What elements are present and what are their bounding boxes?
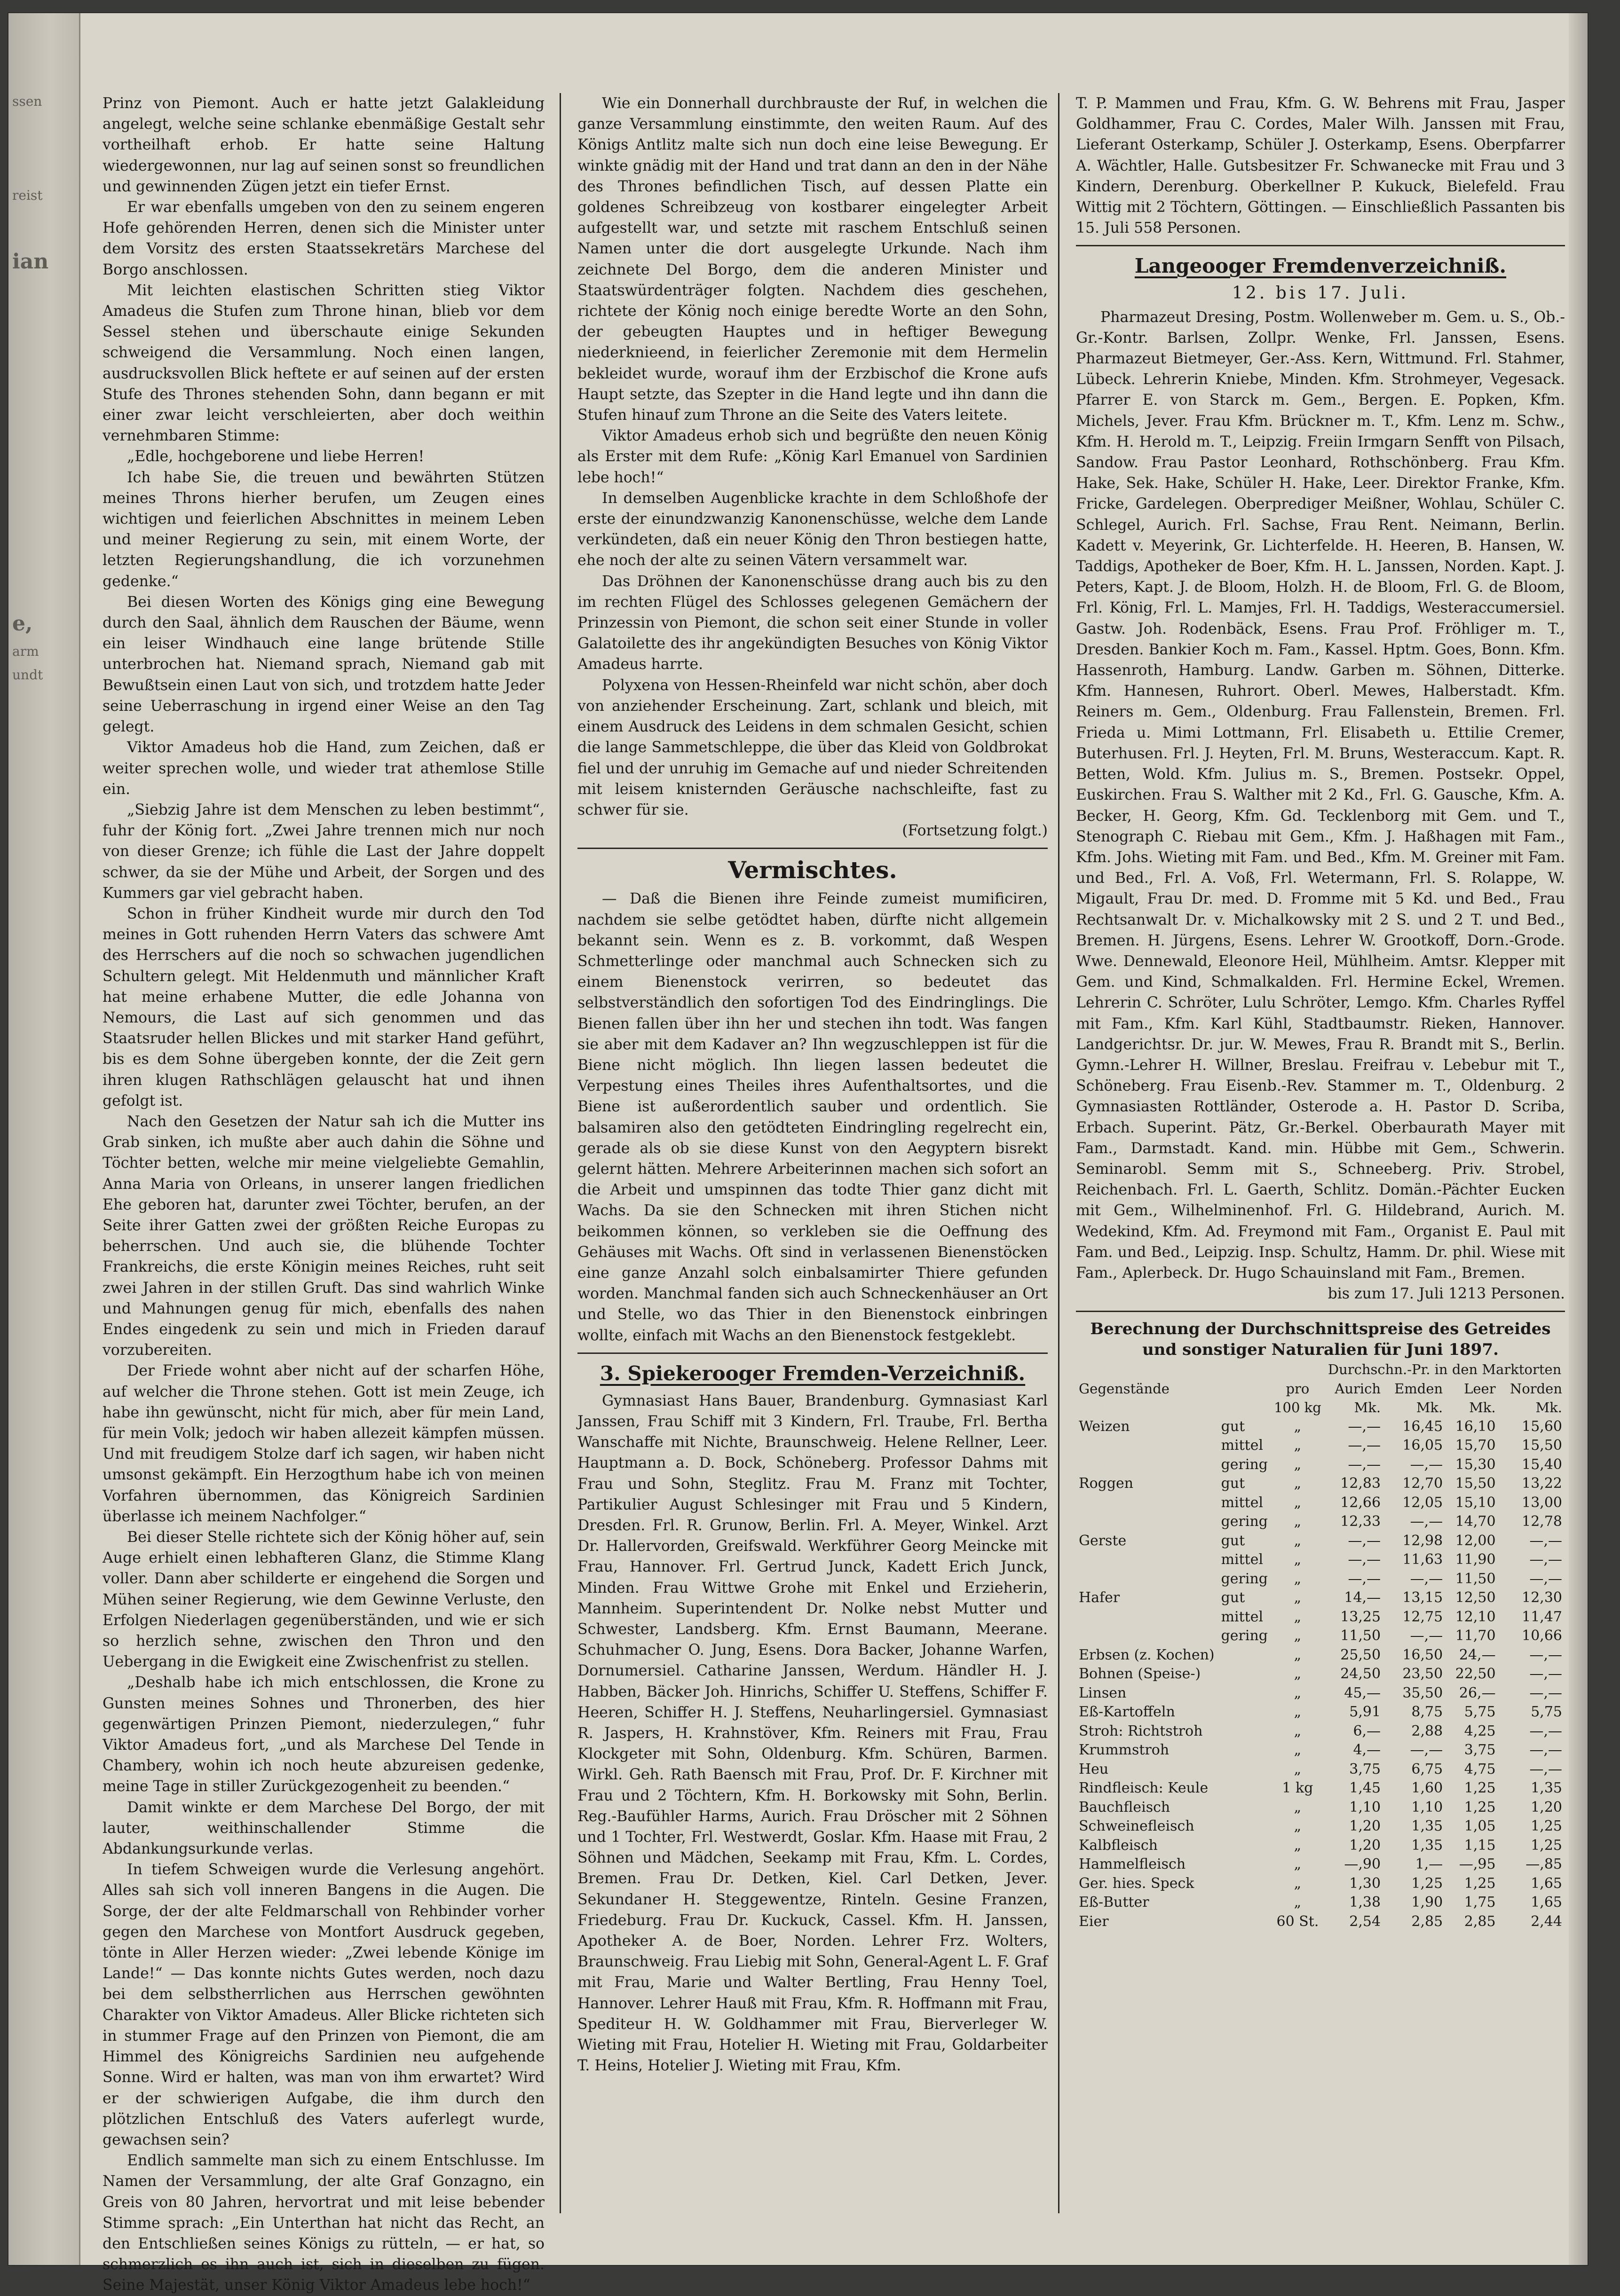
- paragraph: Endlich sammelte man sich zu einem Entschlusse. Im Namen der Versammlung, der alte Graf Gonzagno, ein Greis von 80 Jahren, hervortrat und mit leise bebender Stimme sprach: „Ein Unterthan hat nicht das Recht, an den Entschließen seines Königs zu rütteln, — er hat, so schmerzlich es ihn auch ist, sich in dieselben zu fügen. Seine Majestät, unser König Viktor Amadeus lebe hoch!“: [103, 2152, 545, 2294]
- price-cell: 8,75: [1411, 1704, 1443, 1721]
- row-unit: „: [1294, 1513, 1302, 1530]
- row-unit: „: [1294, 1475, 1302, 1492]
- table-row: [1076, 1760, 1565, 1779]
- table-row: [1076, 1417, 1565, 1437]
- row-label: Bauchfleisch: [1079, 1799, 1170, 1816]
- row-label: Linsen: [1079, 1684, 1127, 1701]
- table-row: [1076, 1874, 1565, 1894]
- paragraph: In tiefem Schweigen wurde die Verlesung angehört. Alles sah sich voll inneren Bangens in die Augen. Die Sorge, der der alte Feldmarschall von Rehbinder vorher gegen den Marchese von Montfort Ausdruck gegeben, tönte in Aller Herzen wieder: „Zwei lebende Könige im Lande!“ — Das konnte nichts Gutes werden, noch dazu bei dem selbstherrlichen aus Herrschen gewöhnten Charakter von Viktor Amadeus. Aller Blicke richteten sich in stummer Frage auf den Prinzen von Piemont, die am Himmel des Königreichs Sardinien neu aufgehende Sonne. Wird er halten, was man von ihm erwartet? Wird er der schwierigen Aufgabe, die ihm durch den plötzlichen Entschluß des Vaters auferlegt wurde, gewachsen sein?: [103, 1861, 545, 2148]
- price-cell: 24,50: [1340, 1666, 1381, 1683]
- price-cell: 1,25: [1531, 1818, 1562, 1835]
- price-cell: 5,75: [1531, 1704, 1562, 1721]
- table-row: [1076, 1741, 1565, 1760]
- table-row: [1076, 1836, 1565, 1856]
- price-cell: 3,75: [1349, 1761, 1381, 1777]
- price-cell: 2,85: [1464, 1913, 1496, 1930]
- row-label: Roggen: [1079, 1475, 1134, 1492]
- price-cell: —,95: [1459, 1856, 1496, 1873]
- price-cell: 1,10: [1349, 1799, 1381, 1816]
- row-quality: [1218, 1779, 1271, 1798]
- price-cell: 1,30: [1349, 1875, 1381, 1892]
- header-gegenstaende: Gegenstände: [1079, 1380, 1170, 1397]
- table-row: [1076, 1855, 1565, 1874]
- paragraph: Viktor Amadeus erhob sich und begrüßte den neuen König als Erster mit dem Rufe: „König Karl Emanuel von Sardinien lebe hoch!“: [577, 427, 1048, 486]
- row-quality: [1218, 1760, 1271, 1779]
- price-cell: 12,66: [1340, 1494, 1381, 1511]
- row-unit: „: [1294, 1570, 1302, 1587]
- header-marktorte: Durchschn.-Pr. in den Marktorten: [1328, 1361, 1562, 1378]
- row-label: Eier: [1079, 1913, 1109, 1930]
- row-label: Bohnen (Speise-): [1079, 1666, 1201, 1683]
- paragraph: Viktor Amadeus hob die Hand, zum Zeichen, daß er weiter sprechen wolle, und wieder trat athemlose Stille ein.: [103, 739, 545, 798]
- row-unit: „: [1294, 1704, 1302, 1721]
- paragraph: — Daß die Bienen ihre Feinde zumeist mumificiren, nachdem sie selbe getödtet haben, dürfte nicht allgemein bekannt sein. Wenn es z. B. vorkommt, daß Wespen Schmetterlinge oder manchmal auch Schnecken sich zu einem Bienenstock verirren, so bedeutet das selbstverständlich den sofortigen Tod des Eindringlings. Die Bienen fallen über ihn her und stechen ihn todt. Was fangen sie aber mit dem Kadaver an? Ihn wegzuschleppen ist für die Biene nicht möglich. Ihn liegen lassen bedeutet die Verpestung eines Theiles ihres Aufenthaltsortes, und die Biene ist außerordentlich sauber und ordentlich. Sie balsamiren also den getödteten Eindringling regelrecht ein, gerade als ob sie diese Kunst von den Aegyptern bisrekt gelernt hätten. Mehrere Arbeiterinnen machen sich sofort an die Arbeit und umspinnen das todte Thier ganz dicht mit Wachs. Da sie den Schnecken mit ihren Stichen nicht beikommen können, so verkleben sie die Oeffnung des Gehäuses mit Wachs. Oft sind in verlassenen Bienenstöcken eine ganze Anzahl solch einbalsamirter Thiere gefunden worden. Manchmal fanden sich auch Schneckenhäuser an Ort und Stelle, wo das Thier in den Bienenstock einbringen wollte, einfach mit Wachs an den Bienenstock festgeklebt.: [577, 890, 1048, 1344]
- row-quality: gut: [1221, 1532, 1245, 1549]
- row-unit: „: [1294, 1628, 1302, 1644]
- row-quality: mittel: [1221, 1494, 1264, 1511]
- fragment: e,: [12, 612, 33, 636]
- price-cell: 13,15: [1402, 1589, 1443, 1606]
- price-cell: 1,45: [1349, 1780, 1381, 1797]
- price-cell: —,—: [1348, 1418, 1381, 1435]
- price-cell: 6,75: [1411, 1761, 1443, 1777]
- price-cell: 12,10: [1455, 1608, 1496, 1625]
- price-cell: 13,25: [1340, 1608, 1381, 1625]
- price-cell: 11,47: [1522, 1608, 1562, 1625]
- header-pro: pro: [1286, 1380, 1310, 1397]
- column-rule: [560, 93, 561, 2213]
- row-quality: gering: [1221, 1570, 1268, 1587]
- price-cell: —,—: [1348, 1570, 1381, 1587]
- langeoog-total: bis zum 17. Juli 1213 Personen.: [1328, 1285, 1565, 1303]
- price-cell: —,—: [1529, 1761, 1562, 1777]
- price-cell: 5,91: [1349, 1704, 1381, 1721]
- price-cell: 12,70: [1402, 1475, 1443, 1492]
- paragraph: „Edle, hochgeborene und liebe Herren!: [127, 448, 425, 465]
- price-cell: 1,15: [1464, 1837, 1496, 1854]
- row-label: [1076, 1436, 1218, 1455]
- row-unit: „: [1294, 1532, 1302, 1549]
- paragraph: T. P. Mammen und Frau, Kfm. G. W. Behrens mit Frau, Jasper Goldhammer, Frau C. Cordes, Maler Wilh. Janssen mit Frau, Lieferant Osterkamp, Schüler J. Osterkamp, Esens. Oberpfarrer A. Wächtler, Halle. Gutsbesitzer Fr. Schwanecke mit Frau und 3 Kindern, Derenburg. Oberkellner P. Kukuck, Bielefeld. Frau Wittig mit 2 Töchtern, Göttingen. — Einschließlich Passanten bis 15. Juli 558 Personen.: [1076, 95, 1565, 237]
- header-unit: Mk.: [1354, 1400, 1381, 1416]
- price-cell: 6,—: [1353, 1722, 1381, 1739]
- paragraph: Das Dröhnen der Kanonenschüsse drang auch bis zu den im rechten Flügel des Schlosses gelegenen Gemächern der Prinzessin von Piemont, die schon seit einer Stunde in voller Galatoilette des ihr angekündigten Besuches von König Viktor Amadeus harrte.: [577, 573, 1048, 673]
- paragraph: In demselben Augenblicke krachte in dem Schloßhofe der erste der einundzwanzig Kanonenschüsse, welche dem Lande verkündeten, daß ein neuer König den Thron bestiegen hatte, ehe noch der alte zu seinen Vätern versammelt war.: [577, 489, 1048, 569]
- price-cell: 12,33: [1340, 1513, 1381, 1530]
- price-cell: —,—: [1529, 1684, 1562, 1701]
- row-quality: gut: [1221, 1589, 1245, 1606]
- price-cell: 1,35: [1531, 1780, 1562, 1797]
- price-cell: 11,63: [1402, 1551, 1443, 1568]
- price-cell: 1,35: [1411, 1818, 1443, 1835]
- row-label: Eß-Kartoffeln: [1079, 1704, 1175, 1721]
- row-unit: „: [1294, 1418, 1302, 1435]
- prices-title: Berechnung der Durchschnittspreise des Getreides und sonstiger Naturalien für Juni 1897.: [1090, 1320, 1551, 1360]
- price-cell: —,—: [1529, 1551, 1562, 1568]
- price-cell: 26,—: [1459, 1684, 1496, 1701]
- price-cell: —,90: [1344, 1856, 1381, 1873]
- price-cell: —,—: [1529, 1570, 1562, 1587]
- row-unit: „: [1294, 1589, 1302, 1606]
- price-cell: 12,30: [1522, 1589, 1562, 1606]
- fragment: undt: [12, 667, 43, 683]
- price-cell: 11,90: [1455, 1551, 1496, 1568]
- row-quality: [1218, 1893, 1271, 1912]
- column-right: [1076, 93, 1565, 1931]
- fragment: ian: [12, 250, 49, 274]
- row-label: Ger. hies. Speck: [1079, 1875, 1194, 1892]
- table-row: [1076, 1798, 1565, 1817]
- row-label: Hammelfleisch: [1079, 1856, 1186, 1873]
- price-cell: 1,25: [1411, 1875, 1443, 1892]
- fragment: reist: [12, 188, 43, 203]
- price-cell: 4,25: [1464, 1722, 1496, 1739]
- row-quality: [1218, 1703, 1271, 1722]
- price-cell: 14,—: [1344, 1589, 1381, 1606]
- price-cell: —,—: [1348, 1456, 1381, 1473]
- table-header-row: [1076, 1379, 1565, 1399]
- paragraph: Wie ein Donnerhall durchbrauste der Ruf, in welchen die ganze Versammlung einstimmte, den weiten Raum. Auf des Königs Antlitz malte sich nun doch eine leise Bewegung. Er winkte gnädig mit der Hand und trat dann an den in der Nähe des Thrones befindlichen Tisch, auf dessen Platte ein goldenes Schreibzeug von kostbarer eingelegter Arbeit aufgestellt war, und setzte mit raschem Entschluß seinen Namen unter die dort ausgelegte Urkunde. Nach ihm zeichnete Del Borgo, dem die anderen Minister und Staatswürdenträger folgten. Nachdem dies geschehen, richtete der König noch einige beredte Worte an den Sohn, der gebeugten Hauptes und in heftiger Bewegung niederknieend, in feierlicher Zeremonie mit dem Hermelin bekleidet wurde, worauf ihm der Erzbischof die Krone aufs Haupt setzte, das Szepter in die Hand legte und ihn dann die Stufen hinauf zum Throne an die Seite des Vaters leitete.: [577, 95, 1048, 424]
- price-cell: —,—: [1410, 1570, 1443, 1587]
- row-label: [1076, 1550, 1218, 1570]
- row-unit: „: [1294, 1437, 1302, 1454]
- row-quality: [1218, 1912, 1271, 1932]
- paragraph: Damit winkte er dem Marchese Del Borgo, der mit lauter, weithinschallender Stimme die Abdankungsurkunde verlas.: [103, 1799, 545, 1858]
- table-row: [1076, 1494, 1565, 1513]
- price-cell: 4,—: [1353, 1742, 1381, 1759]
- row-quality: gut: [1221, 1475, 1245, 1492]
- table-row: [1076, 1703, 1565, 1722]
- price-cell: 2,85: [1411, 1913, 1443, 1930]
- row-quality: [1218, 1646, 1271, 1665]
- price-cell: 25,50: [1340, 1646, 1381, 1663]
- row-quality: [1218, 1817, 1271, 1836]
- table-row: [1076, 1817, 1565, 1836]
- price-cell: 2,88: [1411, 1722, 1443, 1739]
- row-unit: „: [1294, 1608, 1302, 1625]
- price-cell: 5,75: [1464, 1704, 1496, 1721]
- table-row: [1076, 1646, 1565, 1665]
- row-label: Gerste: [1079, 1532, 1127, 1549]
- table-header-row: [1076, 1360, 1565, 1379]
- paragraph: „Siebzig Jahre ist dem Menschen zu leben bestimmt“, fuhr der König fort. „Zwei Jahre trennen mich nur noch von dieser Grenze; ich fühle die Last der Jahre doppelt schwer, da sie der Mühe und Arbeit, der Sorgen und des Kummers gar viel gebracht haben.: [103, 801, 545, 902]
- column-rule: [1058, 93, 1059, 2213]
- row-label: [1076, 1570, 1218, 1589]
- price-cell: 12,98: [1402, 1532, 1443, 1549]
- table-row: [1076, 1512, 1565, 1532]
- row-unit: „: [1294, 1875, 1302, 1892]
- row-unit: „: [1294, 1456, 1302, 1473]
- table-row: [1076, 1684, 1565, 1703]
- fragment: arm: [12, 644, 39, 659]
- row-unit: „: [1294, 1551, 1302, 1568]
- row-label: Stroh: Richtstroh: [1079, 1722, 1203, 1739]
- newspaper-page: [8, 13, 1588, 2294]
- table-header-row: [1076, 1398, 1565, 1417]
- table-row: [1076, 1608, 1565, 1627]
- price-cell: 1,20: [1349, 1837, 1381, 1854]
- price-cell: 15,50: [1522, 1437, 1562, 1454]
- row-unit: „: [1294, 1742, 1302, 1759]
- header-unit: Mk.: [1535, 1400, 1562, 1416]
- row-quality: mittel: [1221, 1551, 1264, 1568]
- price-cell: 1,60: [1411, 1780, 1443, 1797]
- price-cell: 1,90: [1411, 1894, 1443, 1911]
- row-label: [1076, 1608, 1218, 1627]
- price-cell: —,—: [1529, 1742, 1562, 1759]
- price-cell: 15,50: [1455, 1475, 1496, 1492]
- row-quality: gering: [1221, 1628, 1268, 1644]
- price-cell: 1,25: [1464, 1799, 1496, 1816]
- row-quality: [1218, 1798, 1271, 1817]
- header-place: Aurich: [1335, 1380, 1381, 1397]
- price-cell: —,—: [1529, 1532, 1562, 1549]
- section-title-spiekeroog: 3. Spiekerooger Fremden-Verzeichniß.: [600, 1361, 1026, 1385]
- price-cell: 15,40: [1522, 1456, 1562, 1473]
- column-story-continued: [103, 93, 545, 2296]
- table-row: [1076, 1893, 1565, 1912]
- price-cell: 16,05: [1402, 1437, 1443, 1454]
- table-row: [1076, 1665, 1565, 1684]
- price-cell: 2,44: [1531, 1913, 1562, 1930]
- row-unit: „: [1294, 1684, 1302, 1701]
- table-row: [1076, 1588, 1565, 1608]
- header-unit: Mk.: [1416, 1400, 1443, 1416]
- price-cell: —,—: [1348, 1551, 1381, 1568]
- price-cell: 14,70: [1455, 1513, 1496, 1530]
- paragraph: Prinz von Piemont. Auch er hatte jetzt Galakleidung angelegt, welche seine schlanke ebenmäßige Gestalt sehr vortheilhaft erhob. Er hatte seine Haltung wiedergewonnen, nur lag auf seinen sonst so freundlichen und gewinnenden Zügen jetzt ein tiefer Ernst.: [103, 95, 545, 195]
- row-unit: 60 St.: [1276, 1913, 1319, 1930]
- price-cell: —,—: [1410, 1456, 1443, 1473]
- price-cell: 1,—: [1415, 1856, 1443, 1873]
- price-cell: 16,45: [1402, 1418, 1443, 1435]
- paragraph: Nach den Gesetzen der Natur sah ich die Mutter ins Grab sinken, ich mußte aber auch dahin die Söhne und Töchter betten, welche mir meine vielgeliebte Gemahlin, Anna Maria von Orleans, in unserer langen friedlichen Ehe geboren hat, darunter zwei Töchter, berufen, an der Seite ihrer Gatten zwei der größten Reiche Europas zu beherrschen. Und auch sie, die blühende Tochter Frankreichs, die erste Königin meines Reiches, ruht seit zwei Jahren in der stillen Gruft. Das sind wahrlich Winke und Mahnungen genug für mich, ebenfalls des nahen Endes eingedenk zu sein und mich in Frieden darauf vorzubereiten.: [103, 1113, 545, 1359]
- row-quality: [1218, 1741, 1271, 1760]
- paragraph: Schon in früher Kindheit wurde mir durch den Tod meines in Gott ruhenden Herrn Vaters das schwere Amt des Herrschers auf die noch so schwachen jugendlichen Schultern gelegt. Mit Heldenmuth und männlicher Kraft hat meine erhabene Mutter, die edle Johanna von Nemours, die Last auf sich genommen und das Staatsruder hellen Blickes und mit starker Hand geführt, bis es dem Sohne übergeben konnte, der die Zeit gern ihren klugen Rathschlägen gelauscht hat und ihnen gefolgt ist.: [103, 905, 545, 1109]
- price-cell: 12,50: [1455, 1589, 1496, 1606]
- row-unit: „: [1294, 1666, 1302, 1683]
- row-unit: „: [1294, 1761, 1302, 1777]
- price-cell: 1,25: [1464, 1780, 1496, 1797]
- header-place: Emden: [1394, 1380, 1443, 1397]
- price-cell: —,—: [1410, 1628, 1443, 1644]
- column-middle: [577, 93, 1048, 2076]
- row-label: [1076, 1627, 1218, 1646]
- table-row: [1076, 1436, 1565, 1455]
- row-quality: [1218, 1855, 1271, 1874]
- table-row: [1076, 1474, 1565, 1494]
- row-quality: [1218, 1722, 1271, 1741]
- adjacent-page-strip: [8, 13, 80, 2265]
- price-cell: 3,75: [1464, 1742, 1496, 1759]
- price-cell: 1,65: [1531, 1875, 1562, 1892]
- price-cell: 11,70: [1455, 1628, 1496, 1644]
- row-unit: „: [1294, 1818, 1302, 1835]
- row-quality: gering: [1221, 1513, 1268, 1530]
- table-row: [1076, 1550, 1565, 1570]
- row-label: Rindfleisch: Keule: [1079, 1780, 1209, 1797]
- row-unit: „: [1294, 1856, 1302, 1873]
- prices-table: [1076, 1360, 1565, 1931]
- price-cell: 1,05: [1464, 1818, 1496, 1835]
- price-cell: 12,83: [1340, 1475, 1381, 1492]
- header-unit: Mk.: [1469, 1400, 1496, 1416]
- price-cell: 4,75: [1464, 1761, 1496, 1777]
- table-row: [1076, 1912, 1565, 1932]
- row-label: Krummstroh: [1079, 1742, 1170, 1759]
- price-cell: —,—: [1348, 1532, 1381, 1549]
- price-cell: —,—: [1529, 1646, 1562, 1663]
- row-unit: 1 kg: [1282, 1780, 1313, 1797]
- price-cell: 16,10: [1455, 1418, 1496, 1435]
- row-label: Schweinefleisch: [1079, 1818, 1194, 1835]
- header-place: Norden: [1509, 1380, 1562, 1397]
- price-cell: 1,10: [1411, 1799, 1443, 1816]
- continued-note: (Fortsetzung folgt.): [902, 822, 1048, 840]
- row-unit: „: [1294, 1722, 1302, 1739]
- section-divider: [1076, 1311, 1565, 1312]
- price-cell: 12,75: [1402, 1608, 1443, 1625]
- table-row: [1076, 1455, 1565, 1475]
- table-row: [1076, 1722, 1565, 1741]
- row-quality: [1218, 1874, 1271, 1894]
- row-quality: [1218, 1836, 1271, 1856]
- price-cell: 35,50: [1402, 1684, 1443, 1701]
- row-unit: „: [1294, 1799, 1302, 1816]
- row-label: Hafer: [1079, 1589, 1120, 1606]
- paragraph: Der Friede wohnt aber nicht auf der scharfen Höhe, auf welcher die Throne stehen. Gott ist mein Zeuge, ich habe ihn gewünscht, nicht für mich, aber für mein Land, für mein Volk; jedoch wir haben allezeit kämpfen müssen. Und mit freudigem Stolze darf ich sagen, wir haben nicht umsonst gekämpft. Ein Herzogthum habe ich von meinen Vorfahren übernommen, das Königreich Sardinien überlasse ich meinem Nachfolger.“: [103, 1362, 545, 1525]
- paragraph: Bei dieser Stelle richtete sich der König höher auf, sein Auge erhielt einen lebhafteren Glanz, die Stimme Klang voller. Dann aber schilderte er eingehend die Sorgen und Mühen seiner Regierung, wie dem Gewinne Verluste, den Erfolgen Niederlagen gegenüberständen, und wie er sich so herzlich sehne, zwischen den Thron und den Uebergang in die Ewigkeit eine Zwischenfrist zu stellen.: [103, 1529, 545, 1671]
- page-edge: [1569, 13, 1588, 2265]
- row-unit: „: [1294, 1894, 1302, 1911]
- price-cell: —,85: [1525, 1856, 1562, 1873]
- section-title-langeoog: Langeooger Fremdenverzeichniß.: [1134, 254, 1507, 278]
- price-cell: 2,54: [1349, 1913, 1381, 1930]
- price-cell: 11,50: [1340, 1628, 1381, 1644]
- row-quality: [1218, 1684, 1271, 1703]
- table-row: [1076, 1570, 1565, 1589]
- row-label: [1076, 1494, 1218, 1513]
- price-cell: 1,25: [1531, 1837, 1562, 1854]
- row-label: Kalbfleisch: [1079, 1837, 1158, 1854]
- row-label: [1076, 1512, 1218, 1532]
- price-cell: —,—: [1348, 1437, 1381, 1454]
- row-quality: mittel: [1221, 1608, 1264, 1625]
- price-cell: 1,20: [1349, 1818, 1381, 1835]
- langeoog-dates: 12. bis 17. Juli.: [1232, 283, 1409, 303]
- row-label: Eß-Butter: [1079, 1894, 1149, 1911]
- price-cell: 12,05: [1402, 1494, 1443, 1511]
- price-cell: 15,30: [1455, 1456, 1496, 1473]
- row-quality: gering: [1221, 1456, 1268, 1473]
- price-cell: 10,66: [1522, 1628, 1562, 1644]
- header-per: 100 kg: [1274, 1400, 1321, 1416]
- row-unit: „: [1294, 1837, 1302, 1854]
- row-unit: „: [1294, 1646, 1302, 1663]
- paragraph: Pharmazeut Dresing, Postm. Wollenweber m. Gem. u. S., Ob.-Gr.-Kontr. Barlsen, Zollpr. Wenke, Frl. Janssen, Esens. Pharmazeut Bietmeyer, Ger.-Ass. Kern, Wittmund. Frl. Stahmer, Lübeck. Lehrerin Kniebe, Minden. Kfm. Strohmeyer, Vegesack. Pfarrer E. von Starck m. Gem., Bergen. E. Popken, Kfm. Michels, Jever. Frau Kfm. Brückner m. T., Kfm. Lenz m. Schw., Kfm. H. Herold m. T., Leipzig. Freiin Irmgarn Senfft von Pilsach, Sandow. Frau Pastor Leonhard, Rothschönberg. Frau Kfm. Hake, Sek. Hake, Schüler H. Hake, Leer. Direktor Franke, Kfm. Fricke, Gardelegen. Oberprediger Meißner, Wohlau, Schüler C. Schlegel, Aurich. Frl. Sachse, Frau Rent. Neimann, Berlin. Kadett v. Meyerink, Gr. Lichterfelde. H. Heeren, B. Hansen, W. Taddigs, Apotheker de Boer, Kfm. H. L. Janssen, Norden. Kapt. J. Peters, Kapt. J. de Bloom, Holzh. H. de Bloom, Frl. G. de Bloom, Frl. König, Frl. L. Mamjes, Frl. H. Taddigs, Westeraccumersiel. Gastw. Joh. Rodenbäck, Esens. Frau Prof. Fröhliger m. T., Dresden. Bankier Koch m. Fam., Kassel. Hptm. Goes, Bonn. Kfm. Hassenroth, Hamburg. Landw. Garben m. Söhnen, Ditterke. Kfm. Hannesen, Ruhrort. Oberl. Mewes, Halberstadt. Kfm. Reiners m. Gem., Oldenburg. Frau Fallenstein, Bremen. Frl. Frieda u. Mimi Lottmann, Frl. Elisabeth u. Ettilie Cremer, Buterhusen. Frl. J. Heyten, Frl. M. Bruns, Westeraccum. Kapt. R. Betten, Wold. Kfm. Julius m. S., Bremen. Postsekr. Oppel, Euskirchen. Frau S. Walther mit 2 Kd., Frl. G. Gausche, Kfm. A. Becker, H. Georg, Kfm. Gd. Tecklenborg mit Gem. und T., Stenograph C. Riebau mit Gem., Kfm. J. Haßhagen mit Fam., Kfm. Johs. Wieting mit Fam. und Bed., Kfm. M. Greiner mit Fam. und Bed., Frl. A. Voß, Frl. Wetermann, Frl. S. Rolappe, W. Migault, Frau Dr. med. D. Fromme mit 5 Kd. und Bed., Frau Rechtsanwalt Dr. v. Michalkowsky mit 2 S. und 2 T. und Bed., Bremen. H. Jürgens, Esens. Lehrer W. Grootkoff, Dorn.-Grode. Wwe. Dennewald, Eleonore Heil, Mühlheim. Amtsr. Klepper mit Gem. und Kind, Schmalkalden. Frl. Hermine Eckel, Wremen. Lehrerin C. Schröter, Lulu Schröter, Lemgo. Kfm. Charles Ryffel mit Fam., Kfm. Karl Kühl, Stadtbaumstr. Rieken, Hannover. Landgerichtsr. Dr. jur. W. Mewes, Frau R. Brandt mit S., Berlin. Gymn.-Lehrer H. Willner, Breslau. Freifrau v. Lebebur mit T., Schöneberg. Frau Eisenb.-Rev. Stammer m. T., Oldenburg. 2 Gymnasiasten Rottländer, Osterode a. H. Pastor D. Scriba, Erbach. Superint. Pätz, Gr.-Berkel. Oberbaurath Mayer mit Fam., Darmstadt. Kand. min. Hübbe mit Gem., Schwerin. Seminarobl. Semm mit S., Schneeberg. Priv. Strobel, Reichenbach. Frl. L. Gaerth, Schlitz. Domän.-Pächter Eucken mit Gem., Wilhelminenhof. Frl. G. Hildebrand, Aurich. M. Wedekind, Kfm. Ad. Freymond mit Fam., Organist E. Paul mit Fam. und Bed., Leipzig. Insp. Schultz, Hamm. Dr. phil. Wiese mit Fam., Aplerbeck. Dr. Hugo Schauinsland mit Fam., Bremen.: [1076, 308, 1565, 1282]
- paragraph: Ich habe Sie, die treuen und bewährten Stützen meines Throns hierher berufen, um Zeugen eines wichtigen und feierlichen Abschnittes in meinem Leben und meiner Regierung zu sein, mit einem Worte, der letzten Regierungshandlung, die ich vorzunehmen gedenke.“: [103, 469, 545, 590]
- row-label: Erbsen (z. Kochen): [1079, 1646, 1215, 1663]
- price-cell: 22,50: [1455, 1666, 1496, 1683]
- price-cell: 24,—: [1459, 1646, 1496, 1663]
- paragraph: „Deshalb habe ich mich entschlossen, die Krone zu Gunsten meines Sohnes und Thronerben, des hier gegenwärtigen Prinzen Piemont, niederzulegen,“ fuhr Viktor Amadeus fort, „und als Marchese Del Tende in Chambery, wohin ich noch heute abzureisen gedenke, meine Tage in stiller Zurückgezogenheit zu beenden.“: [103, 1674, 545, 1795]
- price-cell: 15,70: [1455, 1437, 1496, 1454]
- price-cell: —,—: [1410, 1742, 1443, 1759]
- paragraph: Er war ebenfalls umgeben von den zu seinem engeren Hofe gehörenden Herren, denen sich die Minister unter dem Vorsitz des ersten Staatssekretärs Marchese del Borgo anschlossen.: [103, 199, 545, 278]
- section-divider: [577, 1352, 1048, 1354]
- price-cell: 15,60: [1522, 1418, 1562, 1435]
- price-cell: —,—: [1529, 1666, 1562, 1683]
- price-cell: 1,35: [1411, 1837, 1443, 1854]
- price-cell: —,—: [1529, 1722, 1562, 1739]
- price-cell: 12,78: [1522, 1513, 1562, 1530]
- row-label: Weizen: [1079, 1418, 1130, 1435]
- paragraph: Mit leichten elastischen Schritten stieg Viktor Amadeus die Stufen zum Throne hinan, blieb vor dem Sessel stehen und überschaute einige Sekunden schweigend die Versammlung. Noch einen langen, ausdrucksvollen Blick heftete er auf seinen auf der ersten Stufe des Thrones stehenden Sohn, dann begann er mit einer zwar leicht verschleierten, aber doch weithin vernehmbaren Stimme:: [103, 282, 545, 445]
- row-quality: [1218, 1665, 1271, 1684]
- price-cell: 12,00: [1455, 1532, 1496, 1549]
- row-label: [1076, 1455, 1218, 1475]
- price-cell: 1,20: [1531, 1799, 1562, 1816]
- fragment: ssen: [12, 94, 42, 109]
- price-cell: 16,50: [1402, 1646, 1443, 1663]
- row-label: Heu: [1079, 1761, 1109, 1777]
- paragraph: Bei diesen Worten des Königs ging eine Bewegung durch den Saal, ähnlich dem Rauschen der Bäume, wenn ein leiser Windhauch eine lange brütende Stille unterbrochen hat. Niemand sprach, Niemand gab mit Bewußtsein einen Laut von sich, und trotzdem hatte Jeder seine Ueberraschung in irgend einer Weise an den Tag gelegt.: [103, 593, 545, 736]
- price-cell: 1,25: [1464, 1875, 1496, 1892]
- section-divider: [1076, 245, 1565, 246]
- row-unit: „: [1294, 1494, 1302, 1511]
- price-cell: 1,65: [1531, 1894, 1562, 1911]
- price-cell: 45,—: [1344, 1684, 1381, 1701]
- section-title-vermischtes: Vermischtes.: [728, 856, 897, 884]
- section-divider: [577, 848, 1048, 849]
- price-cell: 13,22: [1522, 1475, 1562, 1492]
- paragraph: Polyxena von Hessen-Rheinfeld war nicht schön, aber doch von anziehender Erscheinung. Zart, schlank und bleich, mit einem Ausdruck des Leidens in dem schmalen Gesicht, schien die lange Sammetschleppe, die über das Kleid von Goldbrokat fiel und der unruhig im Gemache auf und nieder Schreitenden mit leisem knisternden Geräusche nachschleifte, fast zu schwer für sie.: [577, 676, 1048, 818]
- price-cell: —,—: [1410, 1513, 1443, 1530]
- price-cell: 15,10: [1455, 1494, 1496, 1511]
- paragraph: Gymnasiast Hans Bauer, Brandenburg. Gymnasiast Karl Janssen, Frau Schiff mit 3 Kindern, Frl. Traube, Frl. Bertha Wanschaffe mit Nichte, Braunschweig. Helene Rellner, Leer. Hauptmann a. D. Bock, Schöneberg. Professor Dahms mit Frau und Sohn, Steglitz. Frau M. Franz mit Tochter, Partikulier August Schlesinger mit Frau und 5 Kindern, Dresden. Frl. R. Grunow, Berlin. Frl. A. Meyer, Winkel. Arzt Dr. Hallervorden, Greifswald. Werkführer Georg Meincke mit Frau, Hannover. Frl. Gertrud Junck, Kadett Erich Junck, Minden. Frau Wittwe Grohe mit Enkel und Erzieherin, Mannheim. Superintendent Dr. Nolke nebst Mutter und Schwester, Landsberg. Kfm. Ernst Baumann, Meerane. Schuhmacher O. Jung, Esens. Dora Backer, Johanne Warfen, Dornumersiel. Catharine Janssen, Werdum. Händler H. J. Habben, Bäcker Joh. Hinrichs, Schiffer U. Steffens, Schiffer F. Heeren, Schiffer H. J. Steffens, Neuharlingersiel. Gymnasiast R. Jaspers, H. Krahnstöver, Kfm. Reiners mit Frau, Frau Klockgeter mit Sohn, Oldenburg. Kfm. Schüren, Barmen. Wirkl. Geh. Rath Baensch mit Frau, Prof. Dr. F. Kirchner mit Frau und 2 Töchtern, Kfm. H. Borkowsky mit Sohn, Berlin. Reg.-Baufühler Harms, Aurich. Frau Dröscher mit 2 Söhnen und 1 Tochter, Frl. Westwerdt, Goslar. Kfm. Haase mit Frau, 2 Söhnen und Mädchen, Seekamp mit Frau, Kfm. L. Cordes, Bremen. Frau Dr. Detken, Kiel. Carl Detken, Jever. Sekundaner H. Steggewentze, Rinteln. Gesine Franzen, Friedeburg. Frau Dr. Kuckuck, Cassel. Kfm. H. Janssen, Apotheker A. de Boer, Norden. Lehrer Frz. Wolters, Braunschweig. Frau Liebig mit Sohn, General-Agent L. F. Graf mit Frau, Marie und Walter Bertling, Frau Henny Toel, Hannover. Lehrer Hauß mit Frau, Kfm. R. Hoffmann mit Frau, Spediteur H. W. Goldhammer mit Frau, Bierverleger W. Wieting mit Frau, Hotelier H. Wieting mit Frau, Goldarbeiter T. Heins, Hotelier J. Wieting mit Frau, Kfm.: [577, 1392, 1048, 2075]
- table-row: [1076, 1532, 1565, 1551]
- price-cell: 13,00: [1522, 1494, 1562, 1511]
- table-row: [1076, 1627, 1565, 1646]
- price-cell: 1,38: [1349, 1894, 1381, 1911]
- price-cell: 11,50: [1455, 1570, 1496, 1587]
- price-cell: 23,50: [1402, 1666, 1443, 1683]
- price-cell: 1,75: [1464, 1894, 1496, 1911]
- row-quality: gut: [1221, 1418, 1245, 1435]
- header-place: Leer: [1464, 1380, 1496, 1397]
- table-row: [1076, 1779, 1565, 1798]
- row-quality: mittel: [1221, 1437, 1264, 1454]
